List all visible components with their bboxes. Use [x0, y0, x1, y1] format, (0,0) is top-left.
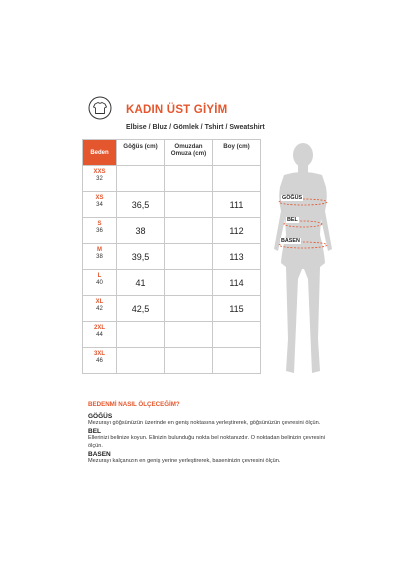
table-row [83, 270, 261, 296]
size-cell [83, 322, 117, 348]
page-title: KADIN ÜST GİYİM [126, 104, 228, 116]
size-number: 38 [96, 253, 103, 260]
header-boy: Boy (cm) [213, 140, 261, 166]
omuz-cell [165, 166, 213, 192]
size-letter: S [97, 221, 102, 227]
boy-cell [213, 166, 261, 192]
gogus-cell: 36,5 [117, 192, 165, 218]
boy-cell: 113 [213, 244, 261, 270]
boy-cell [213, 348, 261, 374]
guide-basen-heading: BASEN [88, 450, 111, 458]
size-letter: L [97, 273, 102, 279]
size-number: 40 [96, 279, 103, 286]
guide-gogus-heading: GÖĞÜS [88, 413, 113, 420]
omuz-cell [165, 218, 213, 244]
boy-cell: 114 [213, 270, 261, 296]
header-omuz: Omuzdan Omuza (cm) [165, 140, 213, 166]
gogus-cell [117, 322, 165, 348]
boy-cell: 112 [213, 218, 261, 244]
size-cell [83, 348, 117, 374]
table-row [83, 192, 261, 218]
header-beden: Beden [83, 140, 117, 166]
guide-bel-heading: BEL [88, 428, 101, 436]
size-letter: XL [95, 299, 104, 305]
size-letter: 3XL [93, 351, 105, 357]
table-row [83, 348, 261, 374]
tshirt-icon [88, 96, 112, 120]
table-row [83, 296, 261, 322]
guide-basen-text: Mezurayı kalçanızın en geniş yerine yerleştirerek, baseninizin çevresini ölçün. [88, 457, 281, 464]
label-basen: BASEN [281, 238, 300, 244]
measure-guide [88, 401, 338, 465]
table-header-row [83, 140, 261, 166]
gogus-cell: 39,5 [117, 244, 165, 270]
table-row [83, 166, 261, 192]
size-number: 34 [96, 201, 103, 208]
guide-gogus-text: Mezurayı göğsünüzün üzerinde en geniş noktasına yerleştirerek, göğsünüzün çevresini ölçün. [88, 420, 321, 426]
gogus-cell: 42,5 [117, 296, 165, 322]
size-number: 42 [96, 305, 103, 312]
guide-title: BEDENMİ NASIL ÖLÇECEĞİM? [88, 401, 180, 408]
size-number: 46 [96, 357, 103, 364]
guide-bel-text: Ellerinizi belinize koyun. Elinizin bulunduğu nokta bel noktanızdır. O noktadan belinizin çevresini ölçün. [88, 435, 325, 449]
label-bel: BEL [287, 217, 298, 223]
omuz-cell [165, 296, 213, 322]
size-table [82, 139, 261, 374]
header-gogus: Göğüs (cm) [117, 140, 165, 166]
gogus-cell: 38 [117, 218, 165, 244]
omuz-cell [165, 192, 213, 218]
omuz-cell [165, 244, 213, 270]
size-number: 36 [96, 227, 103, 234]
size-cell [83, 166, 117, 192]
omuz-cell [165, 322, 213, 348]
omuz-cell [165, 270, 213, 296]
body-silhouette [258, 139, 348, 379]
size-letter: XXS [93, 169, 106, 175]
size-letter: M [97, 247, 102, 253]
boy-cell [213, 322, 261, 348]
boy-cell: 111 [213, 192, 261, 218]
size-cell [83, 296, 117, 322]
label-gogus: GÖĞÜS [282, 195, 303, 201]
size-cell [83, 192, 117, 218]
table-row [83, 322, 261, 348]
gogus-cell [117, 166, 165, 192]
size-letter: XS [95, 195, 104, 201]
size-cell [83, 218, 117, 244]
size-number: 32 [96, 175, 103, 182]
gogus-cell [117, 348, 165, 374]
chart-header [82, 92, 382, 142]
gogus-cell: 41 [117, 270, 165, 296]
page-subtitle: Elbise / Bluz / Gömlek / Tshirt / Sweatshirt [126, 124, 265, 131]
table-row [83, 218, 261, 244]
boy-cell: 115 [213, 296, 261, 322]
size-cell [83, 270, 117, 296]
omuz-cell [165, 348, 213, 374]
size-letter: 2XL [93, 325, 105, 331]
size-number: 44 [96, 331, 103, 338]
size-cell [83, 244, 117, 270]
table-row [83, 244, 261, 270]
